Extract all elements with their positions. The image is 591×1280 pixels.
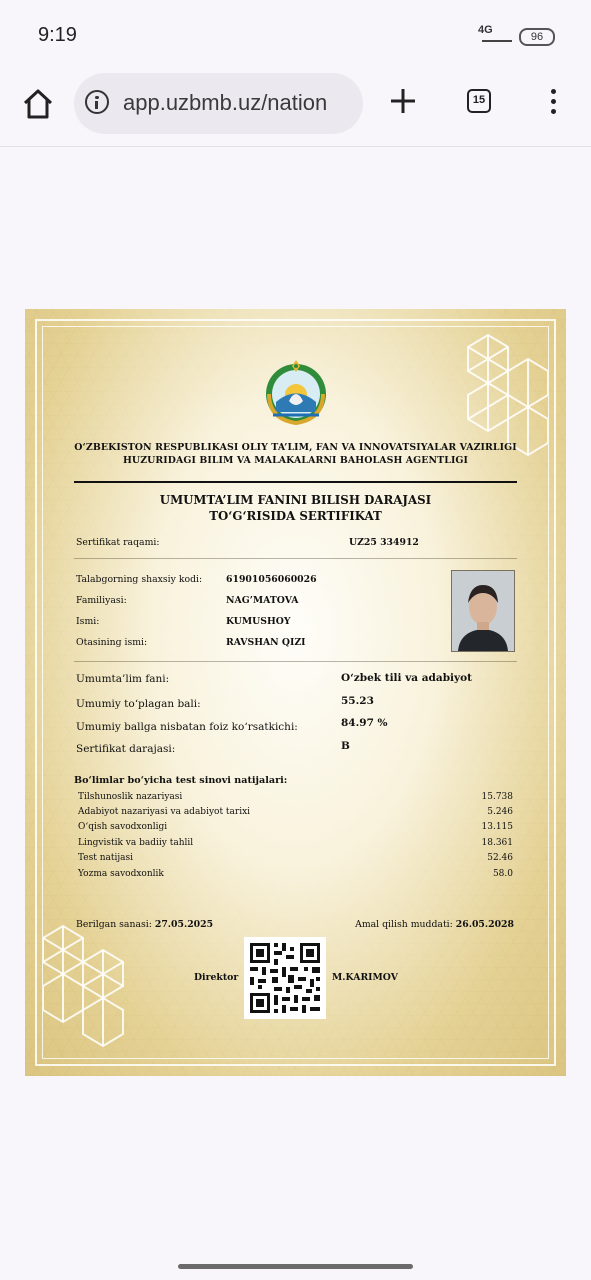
signal-icon [482,40,512,42]
info-icon[interactable] [85,90,109,114]
certificate [25,309,566,1076]
organization-name-line2: HUZURIDAGI BILIM VA MALAKALARNI BAHOLASH AGENTLIGI [122,455,469,466]
result-name: Lingvistik va badiiy tahlil [78,838,194,848]
result-score: 58.0 [492,869,513,879]
valid-until [355,919,514,930]
divider [74,558,517,559]
subject-label: Umumta’lim fani: [76,673,170,685]
status-time: 9:19 [38,24,77,46]
divider [74,661,517,662]
home-button[interactable] [18,84,58,124]
battery-icon: 96 [519,28,555,46]
tab-switcher-button[interactable]: 15 [467,89,491,113]
surname-value: NAG’MATOVA [226,595,299,606]
valid-until-value: 26.05.2028 [455,919,514,930]
patronymic-label: Otasining ismi: [76,637,148,648]
cert-number-value: UZ25 334912 [349,537,419,548]
result-name: Tilshunoslik nazariyasi [78,792,183,802]
subject-value: O‘zbek tili va adabiyot [341,672,472,684]
url-text[interactable]: app.uzbmb.uz/nation [123,90,328,115]
director-label: Direktor [194,972,239,983]
percent-value: 84.97 % [341,717,388,729]
certificate-title-line1: UMUMTA’LIM FANINI BILISH DARAJASI [159,493,432,507]
qr-code[interactable] [244,937,326,1019]
name-value: KUMUSHOY [226,616,291,627]
status-bar [0,0,591,70]
result-name: Test natijasi [78,853,134,863]
result-row [78,792,513,807]
result-score: 52.46 [487,853,513,863]
result-score: 15.738 [481,792,513,802]
level-label: Sertifikat darajasi: [76,743,176,755]
browser-toolbar [0,70,591,147]
more-vert-icon [545,89,561,114]
gesture-bar[interactable] [178,1264,413,1269]
organization-name-line1: O‘ZBEKISTON RESPUBLIKASI OLIY TA’LIM, FAN VA INNOVATSIYALAR VAZIRLIGI [74,442,517,453]
certificate-title-line2: TO‘G‘RISIDA SERTIFIKAT [209,509,382,523]
result-name: Yozma savodxonlik [78,869,164,879]
result-row [78,869,513,884]
result-name: Adabiyot nazariyasi va adabiyot tarixi [78,807,251,817]
results-title: Bo‘limlar bo‘yicha test sinovi natijalari: [74,775,288,786]
holder-photo [451,570,515,652]
result-row [78,853,513,868]
state-emblem-icon [261,357,331,427]
result-score: 18.361 [481,838,513,848]
result-score: 13.115 [481,822,513,832]
person-photo-icon [452,571,514,651]
result-row [78,807,513,822]
divider [74,481,517,483]
home-icon [18,84,58,124]
personal-id-label: Talabgorning shaxsiy kodi: [76,574,203,585]
cert-number-label: Sertifikat raqami: [76,537,160,548]
director-name: M.KARIMOV [332,972,398,983]
address-bar[interactable] [74,73,363,134]
name-label: Ismi: [76,616,100,627]
result-score: 5.246 [487,807,513,817]
result-row [78,838,513,853]
qr-code-icon [244,937,326,1019]
corner-ornament-icon [43,918,183,1058]
percent-label: Umumiy ballga nisbatan foiz ko‘rsatkichi: [76,721,298,733]
issue-date-label: Berilgan sanasi: [76,919,152,930]
more-menu-button[interactable] [545,86,561,120]
valid-until-label: Amal qilish muddati: [355,919,453,930]
issue-date-value: 27.05.2025 [154,919,214,930]
result-row [78,822,513,837]
patronymic-value: RAVSHAN QIZI [226,637,306,648]
level-value: B [341,740,350,752]
total-score-value: 55.23 [341,695,374,707]
total-score-label: Umumiy to‘plagan bali: [76,698,201,710]
plus-icon [388,86,418,116]
new-tab-button[interactable] [388,86,418,116]
surname-label: Familiyasi: [76,595,127,606]
personal-id-value: 61901056060026 [226,574,317,585]
network-indicator: 4G [478,24,493,36]
result-name: O‘qish savodxonligi [78,822,168,832]
issue-date [76,919,213,930]
